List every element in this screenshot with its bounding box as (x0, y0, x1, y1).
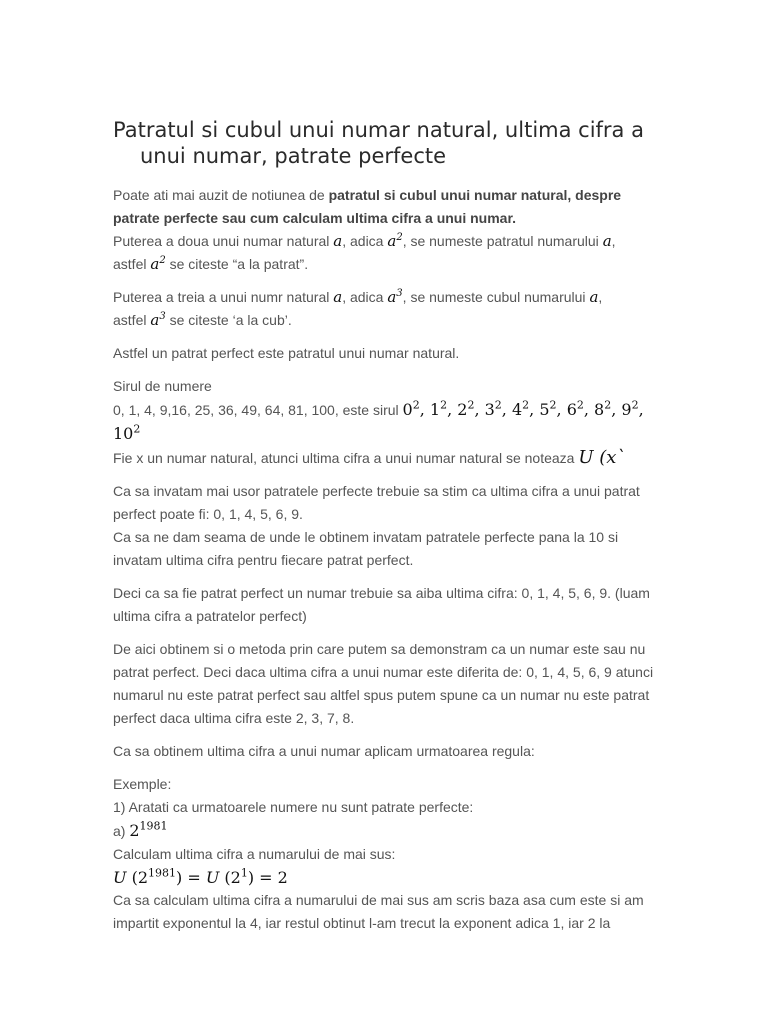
square-definition (113, 230, 658, 276)
last-digit-notation: Fie x un numar natural, atunci ultima cifra a unui numar natural se noteaza (113, 450, 579, 466)
sequence-label: Sirul de numere (113, 378, 212, 394)
examples-label: Exemple: (113, 776, 172, 792)
intro-lead: Poate ati mai auzit de notiunea de (113, 187, 329, 203)
calc-statement: Calculam ultima cifra a numarului de mai sus: (113, 846, 396, 862)
math-a-squared: $a^2$ (387, 232, 403, 250)
cube-def-text-2: , adica (342, 289, 388, 305)
math-u-of-x: U (x` (578, 447, 626, 468)
article-body (113, 184, 658, 945)
cube-def-text-1: Puterea a treia a unui numr natural (113, 289, 334, 305)
learn-paragraph (113, 480, 658, 572)
sequence-numbers: 0, 1, 4, 9,16, 25, 36, 49, 64, 81, 100, este sirul (113, 402, 403, 418)
square-def-text-1: Puterea a doua unui numar natural (113, 233, 334, 249)
cube-definition (113, 286, 658, 332)
math-last-digit-equation: U $(2^{1981}) = U$ $(2^1) = 2$ (113, 866, 288, 887)
math-a: a (602, 232, 612, 250)
method-paragraph: De aici obtinem si o metoda prin care putem sa demonstram ca un numar este sau nu patrat perfect. Deci daca ultima cifra a unui numar este diferita de: 0, 1, 4, 5, 6, 9 atunci numarul nu este patrat perfect sau altfel spus putem spune ca un numar nu este patrat perfect daca ultima cifra este 2, 3, 7, 8. (113, 641, 654, 726)
examples-paragraph (113, 773, 658, 935)
math-a-cubed: $a^3$ (387, 288, 403, 306)
rule-paragraph: Ca sa obtinem ultima cifra a unui numar aplicam urmatoarea regula: (113, 743, 535, 759)
cube-def-text-3: , se numeste cubul numarului (402, 289, 590, 305)
square-def-text-3: , se numeste patratul numarului (402, 233, 603, 249)
cube-def-text-5: astfel (113, 312, 151, 328)
math-a: a (333, 288, 343, 306)
condition-paragraph: Deci ca sa fie patrat perfect un numar trebuie sa aiba ultima cifra: 0, 1, 4, 5, 6, 9. (luam ultima cifra a patratelor perfect) (113, 585, 650, 624)
perfect-square-definition: Astfel un patrat perfect este patratul unui numar natural. (113, 345, 460, 361)
math-sequence-squares: $0^2$, $1^2$, $2^2$, $3^2$, $4^2$, $5^2$, $6^2$, $8^2$, $9^2$, $10^2$ (113, 398, 644, 443)
square-def-text-2: , adica (342, 233, 388, 249)
intro-bold: patratul si cubul unui numar natural, despre patrate perfecte sau cum calculam ultima cifra a unui numar. (113, 187, 622, 226)
square-def-text-4: , (611, 233, 616, 249)
title-line-1: Patratul si cubul unui numar natural, ultima cifra a (113, 118, 644, 142)
explanation-text: Ca sa calculam ultima cifra a numarului de mai sus am scris baza asa cum este si am impartit exponentul la 4, iar restul obtinut l-am trecut la exponent adica 1, iar 2 la (113, 892, 644, 931)
sequence-paragraph (113, 375, 658, 470)
cube-def-text-6: se citeste ‘a la cub’. (165, 312, 292, 328)
math-a-squared: $a^2$ (150, 255, 166, 273)
square-def-text-6: se citeste “a la patrat”. (165, 256, 309, 272)
cube-def-text-4: , (598, 289, 603, 305)
example-1-statement: 1) Aratati ca urmatoarele numere nu sunt patrate perfecte: (113, 799, 474, 815)
example-1a-label: a) (113, 823, 130, 839)
learn-text-1: Ca sa invatam mai usor patratele perfecte trebuie sa stim ca ultima cifra a unui patrat perfect poate fi: 0, 1, 4, 5, 6, 9. (113, 483, 640, 522)
example-1a (113, 819, 658, 843)
math-a: a (333, 232, 343, 250)
math-a: a (589, 288, 599, 306)
square-def-text-5: astfel (113, 256, 151, 272)
math-a-cubed: $a^3$ (150, 311, 166, 329)
title-line-2: unui numar, patrate perfecte (140, 144, 447, 168)
math-2-pow-1981: $2^{1981}$ (129, 819, 168, 840)
learn-text-2: Ca sa ne dam seama de unde le obtinem invatam patratele perfecte pana la 10 si invatam ultima cifra pentru fiecare patrat perfect. (113, 529, 619, 568)
intro-paragraph (113, 184, 658, 230)
page-title (113, 117, 673, 169)
